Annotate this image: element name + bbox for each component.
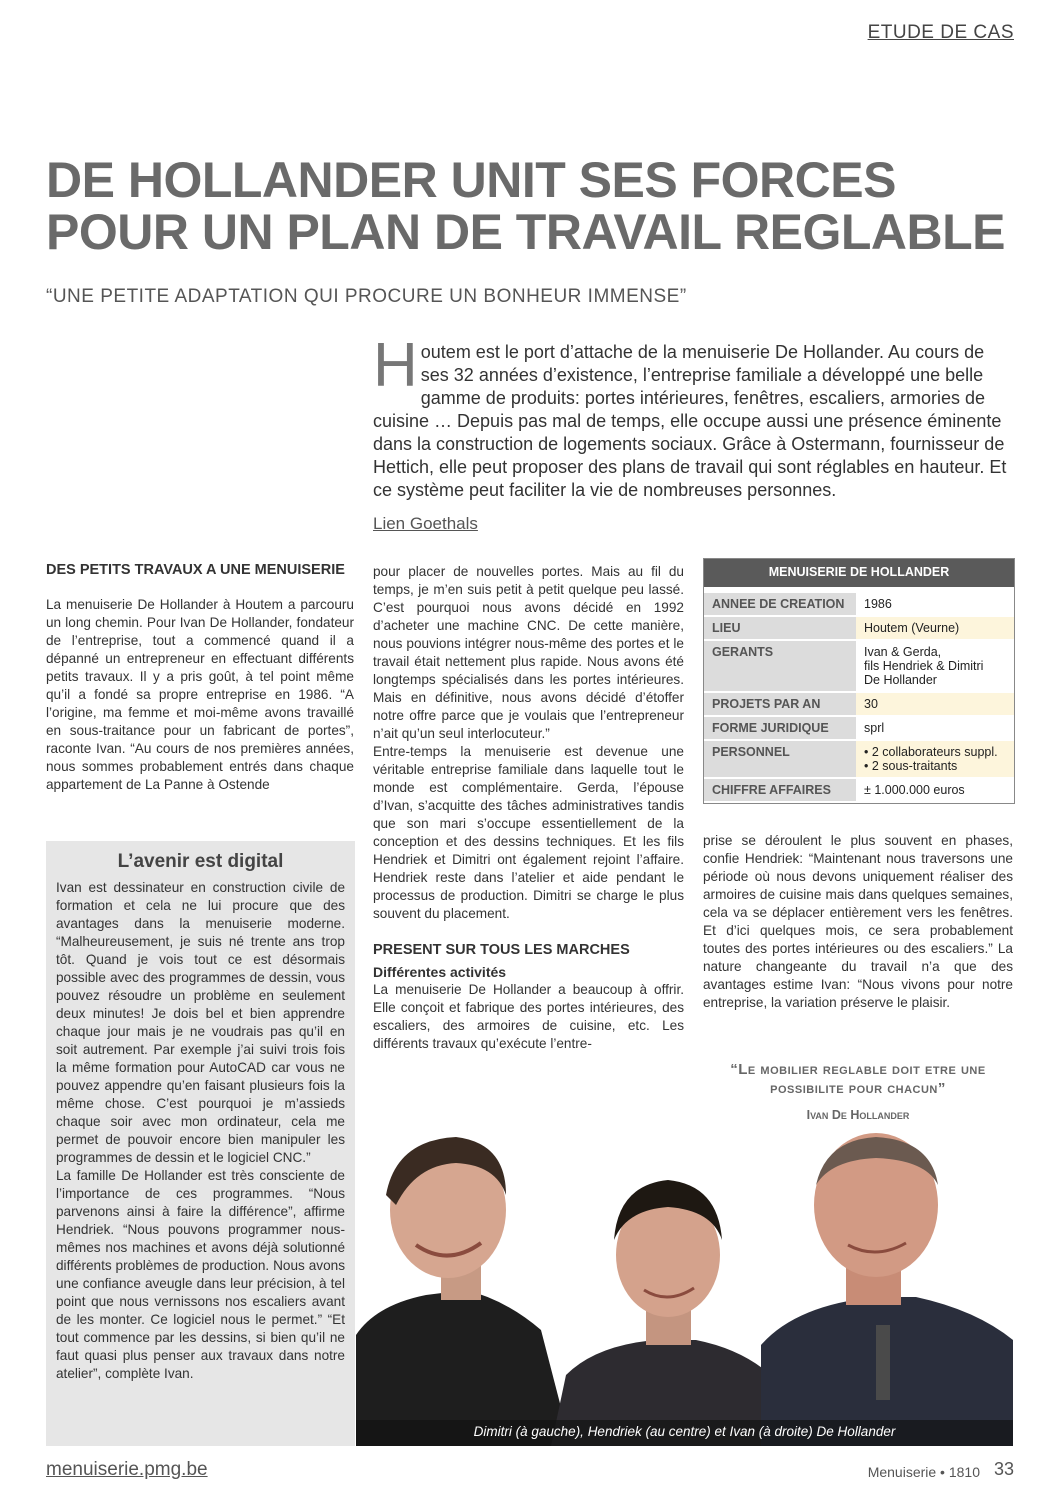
sidebar-box-body [46,879,355,1383]
article-intro [373,331,1013,502]
sidebar-box-title: L’avenir est digital [117,851,284,872]
table-value-line: fils Hendriek & Dimitri [864,659,984,673]
table-key: LIEU [704,616,856,640]
photo-caption: Dimitri (à gauche), Hendriek (au centre) et Ivan (à droite) De Hollander [473,1424,896,1439]
table-key: PERSONNEL [704,740,856,778]
table-value [856,640,1014,692]
pull-quote-line-1: “Le mobilier reglable doit etre une [730,1061,986,1078]
table-row [704,640,1014,692]
column-1-text: La menuiserie De Hollander à Houtem a parcouru un long chemin. Pour Ivan De Hollander, fondateur de l’entreprise, tout a commencé quand il a dépanné un entrepreneur en effectuant différents petits travaux. Il y a pris goût, à tel point même qu’il a fondé sa propre entreprise en 1986. “A l’origine, ma femme et moi-même avons travaillé en sous-traitance pour un fabricant de portes”, raconte Ivan. “Au cours de nos premières années, nous sommes probablement entrés dans chaque appartement de La Panne à Ostende [46,597,354,792]
sidebar-box [46,841,355,1446]
table-value: Houtem (Veurne) [856,616,1014,640]
article-title [46,154,1006,258]
title-line-2: POUR UN PLAN DE TRAVAIL REGLABLE [46,204,1006,260]
column-2-text-1: pour placer de nouvelles portes. Mais au fil du temps, je m’en suis petit à petit quelque peu lassé. C’est pourquoi nous avons décidé en 1992 d’acheter une machine CNC. De cette manière, nous pouvions intégrer nous-même des portes et le travail était nettement plus rapide. Nous avons été longtemps spécialisés dans les portes intérieures. Mais en définitive, nous avons décidé d’étoffer notre offre parce que je voulais que l’entrepreneur n’ait qu’un seul interlocuteur.” [373,564,684,741]
column-1 [46,596,354,794]
intro-dropcap: H [373,331,418,400]
table-value-line: De Hollander [864,673,937,687]
table-value-line: • 2 collaborateurs suppl. [864,745,998,759]
table-row [704,740,1014,778]
footer-website-link[interactable]: menuiserie.pmg.be [46,1459,208,1480]
table-value: ± 1.000.000 euros [856,778,1014,802]
section-subheading: Différentes activités [373,964,507,980]
table-value [856,740,1014,778]
footer-magazine: Menuiserie • 1810 [867,1464,980,1480]
section-heading-1: DES PETITS TRAVAUX A UNE MENUISERIE [46,562,345,578]
portrait-photo [356,1125,1013,1446]
section-heading-2: PRESENT SUR TOUS LES MARCHES [373,942,630,958]
column-3-text: prise se déroulent le plus souvent en phases, confie Hendriek: “Maintenant nous traversons une période où nous devons uniquement réaliser des armoires de cuisine mais dans quelques semaines, cela va se déplacer entièrement vers les fenêtres. Et d’ici quelques mois, ce sera probablement toutes des portes intérieures ou des escaliers.” La nature changeante du travail n’a que des avantages estime Ivan: “Nous vivons pour notre entreprise, la variation préserve le plaisir. [703,833,1013,1010]
column-2-text-2: Entre-temps la menuiserie est devenue une véritable entreprise familiale dans laquelle tout le monde est complémentaire. Gerda, l’épouse d’Ivan, s’acquitte des tâches administratives tandis que son mari s’occupe essentiellement de la conception et des dessins techniques. Et les fils Hendriek et Dimitri ont également rejoint l’affaire. Hendriek reste dans l’atelier et aide pendant le processus de production. Dimitri se charge le plus souvent du placement. [373,744,684,921]
pull-quote-line-2: possibilite pour chacun” [770,1080,946,1097]
column-2-text-3: La menuiserie De Hollander a beaucoup à offrir. Elle conçoit et fabrique des portes intérieures, des escaliers, des armoires de cuisine, etc. Les différents travaux qu’exécute l’entre- [373,982,684,1051]
author-link[interactable]: Lien Goethals [373,514,478,533]
table-row [704,716,1014,740]
table-value: sprl [856,716,1014,740]
table-key: ANNEE DE CREATION [704,593,856,616]
table-value: 30 [856,692,1014,716]
page-number: 33 [993,1459,1014,1479]
fact-table-grid [704,593,1014,803]
table-key: PROJETS PAR AN [704,692,856,716]
table-key: GERANTS [704,640,856,692]
column-3 [703,832,1013,1012]
article-subtitle: “UNE PETITE ADAPTATION QUI PROCURE UN BONHEUR IMMENSE” [46,286,687,307]
table-row [704,692,1014,716]
sidebar-paragraph-1: Ivan est dessinateur en construction civile de formation et cela ne lui procure que des avantages dans la menuiserie moderne. “Malheureusement, je suis né trente ans trop tôt. Quand je vois tout ce est désormais possible avec des programmes de dessin, vous pouvez résoudre un problème en seulement deux minutes! Je dois bel et bien apprendre chaque jour mais je ne voudrais pas qu’il en soit autrement. Par exemple j’ai suivi trois fois la même formation pour AutoCAD car vous ne pouvez appendre qu’en faisant plusieurs fois la même chose. C’est pourquoi je m’assieds chaque soir avec mon ordinateur, cela me permet de pouvoir encore bien manipuler les programmes de dessin et le logiciel CNC.” [56,880,345,1165]
table-key: CHIFFRE AFFAIRES [704,778,856,802]
section-tag: ETUDE DE CAS [867,22,1014,43]
column-2 [373,563,684,1053]
pull-quote [703,1060,1013,1098]
table-value-line: Ivan & Gerda, [864,645,942,659]
table-key: FORME JURIDIQUE [704,716,856,740]
table-value-line: • 2 sous-traitants [864,759,958,773]
sidebar-paragraph-2: La famille De Hollander est très consciente de l’importance de ces programmes. “Nous parvenons ainsi à faire la différence”, affirme Hendriek. “Nous pouvons programmer nous-mêmes nos machines et avons déjà solutionné différents problèmes de production. Nous avons une confiance aveugle dans leur précision, à tel point que nous vernissons nos escaliers avant de les monter. Ce logiciel nous le permet.” “Et tout commence par les dessins, si bien qu’il ne faut quasi plus penser aux travaux dans notre atelier”, complète Ivan. [56,1168,345,1381]
table-row [704,593,1014,616]
portrait-illustration [356,1125,1013,1446]
table-value: 1986 [856,593,1014,616]
pull-quote-author: Ivan De Hollander [806,1108,910,1122]
title-line-1: DE HOLLANDER UNIT SES FORCES [46,152,896,208]
table-row [704,778,1014,802]
fact-table [703,558,1015,804]
table-row [704,616,1014,640]
intro-text: outem est le port d’attache de la menuiserie De Hollander. Au cours de ses 32 années d’existence, l’entreprise familiale a développé une belle gamme de produits: portes intérieures, fenêtres, escaliers, armories de cuisine … Depuis pas mal de temps, elle occupe aussi une présence éminente dans la construction de logements sociaux. Grâce à Ostermann, fournisseur de Hettich, elle peut proposer des plans de travail qui sont réglables en hauteur. Et ce système peut faciliter la vie de nombreuses personnes. [373,342,1007,500]
fact-table-title: MENUISERIE DE HOLLANDER [704,559,1014,593]
